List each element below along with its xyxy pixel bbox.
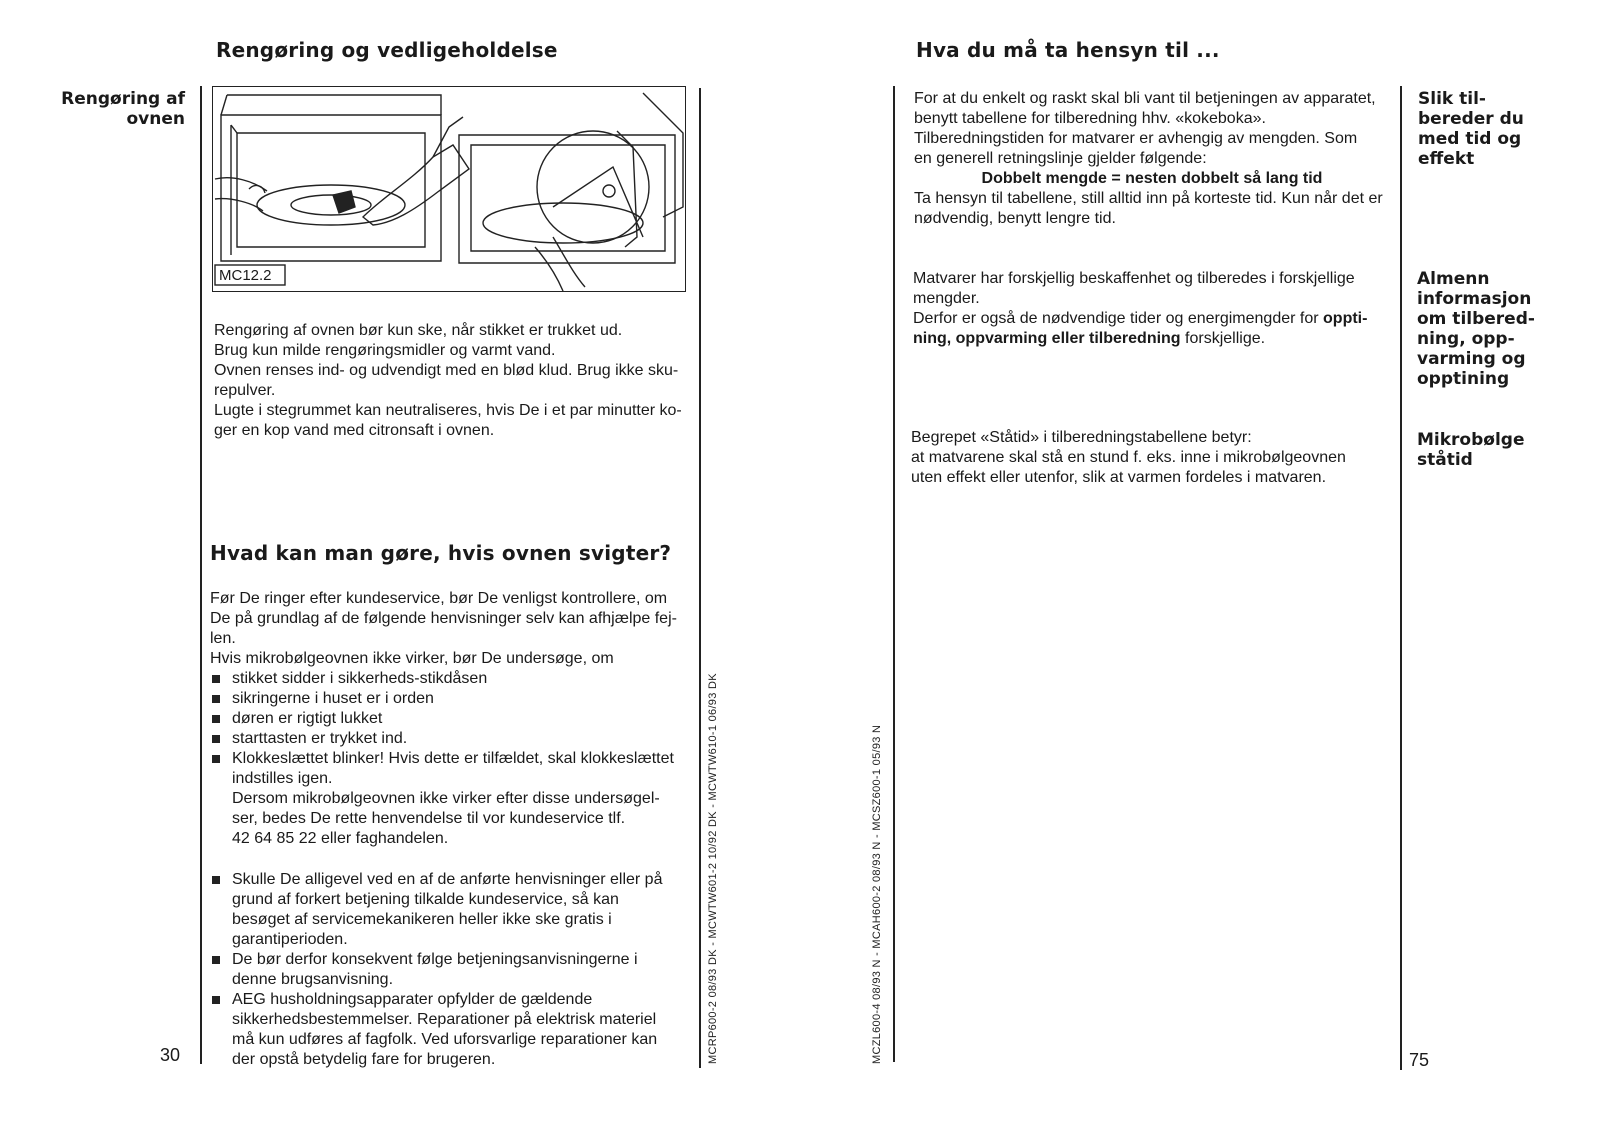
vertical-code-right: MCZL600-4 08/93 N - MCAH600-2 08/93 N - MCSZ600-1 05/93 N xyxy=(871,724,883,1064)
microwave-illustration xyxy=(212,86,686,292)
notes-list xyxy=(210,870,680,1070)
right-page-side-rule xyxy=(1400,86,1402,1070)
checklist xyxy=(210,669,680,789)
list-item: stikket sidder i sikkerheds-stikdåsen xyxy=(210,669,680,689)
microwave-cleaning-drawing xyxy=(213,87,685,291)
right-page-left-rule xyxy=(893,86,895,1062)
side-heading-time-power: Slik til- bereder du med tid og effekt xyxy=(1418,89,1524,169)
troubleshooting-intro: Før De ringer efter kundeservice, bør De venligst kontrollere, om De på grundlag af de følgende henvisninger selv kan afhjælpe fej- len. Hvis mikrobølgeovnen ikke virker, bør De undersøge, om xyxy=(210,590,677,667)
block-standing-time: Begrepet «Ståtid» i tilberedningstabellene betyr: at matvarene skal stå en stund f. eks. inne i mikrobølgeovnen uten effekt eller utenfor, slik at varmen fordeles i matvaren. xyxy=(911,429,1346,486)
block-time-and-power: For at du enkelt og raskt skal bli vant til betjeningen av apparatet, benytt tabellene for tilberedning hhv. «kokeboka». Tilberedningstiden for matvarer er avhengig av mengden. Som en generell retningslinje gjelder følgende: Dobbelt mengde = nesten dobbelt så lang tid Ta hensyn til tabellene, still alltid inn på korteste tid. Kun når det er nødvendig, benytt lengre tid. xyxy=(914,89,1390,229)
list-item: De bør derfor konsekvent følge betjeningsanvisningerne i denne brugsanvisning. xyxy=(210,950,680,990)
side-heading-cleaning: Rengøring af ovnen xyxy=(61,89,185,129)
vertical-code-left: MCRP600-2 08/93 DK - MCWTW601-2 10/92 DK - MCWTW610-1 06/93 DK xyxy=(707,673,719,1064)
block-general-info: Matvarer har forskjellig beskaffenhet og tilberedes i forskjellige mengder. Derfor er også de nødvendige tider og energimengder for oppti- ning, oppvarming eller tilberedning forskjellige. xyxy=(913,270,1368,347)
list-item: AEG husholdningsapparater opfylder de gældende sikkerhedsbestemmelser. Reparationer på elektrisk materiel må kun udføres af fagfolk. Ved uforsvarlige reparationer kan der opstå betydelig fare for brugeren. xyxy=(210,990,680,1070)
list-item: sikringerne i huset er i orden xyxy=(210,689,680,709)
list-item: døren er rigtigt lukket xyxy=(210,709,680,729)
side-heading-standing-time: Mikrobølge ståtid xyxy=(1417,430,1525,470)
right-margin-rule xyxy=(699,88,701,1068)
right-page-title: Hva du må ta hensyn til ... xyxy=(916,38,1220,62)
side-heading-general-info: Almenn informasjon om tilbered- ning, opp- varming og opptining xyxy=(1417,269,1535,389)
section-title-troubleshooting: Hvad kan man gøre, hvis ovnen svigter? xyxy=(210,541,672,565)
section-title-cleaning: Rengøring og vedligeholdelse xyxy=(216,38,558,62)
cleaning-instructions: Rengøring af ovnen bør kun ske, når stikket er trukket ud. Brug kun milde rengøringsmidler og varmt vand. Ovnen renses ind- og udvendigt med en blød klud. Brug ikke sku- repulver. Lugte i stegrummet kan neutraliseres, hvis De i et par minutter ko- ger en kop vand med citronsaft i ovnen. xyxy=(214,322,682,439)
left-margin-rule xyxy=(200,86,202,1064)
rule-of-thumb: Dobbelt mengde = nesten dobbelt så lang tid xyxy=(981,170,1323,187)
list-item: starttasten er trykket ind. xyxy=(210,729,680,749)
list-item: Skulle De alligevel ved en af de anførte henvisninger eller på grund af forkert betjening tilkalde kundeservice, så kan besøget af servicemekanikeren heller ikke ske gratis i garantiperioden. xyxy=(210,870,680,950)
figure-label: MC12.2 xyxy=(219,267,272,284)
page-number-left: 30 xyxy=(160,1045,181,1065)
list-item: Klokkeslættet blinker! Hvis dette er tilfældet, skal klokkeslættet indstilles igen. xyxy=(210,749,680,789)
service-text: Dersom mikrobølgeovnen ikke virker efter disse undersøgel- ser, bedes De rette henvendelse til vor kundeservice tlf. 42 64 85 22 eller faghandelen. xyxy=(232,790,660,847)
page-number-right: 75 xyxy=(1409,1050,1430,1070)
